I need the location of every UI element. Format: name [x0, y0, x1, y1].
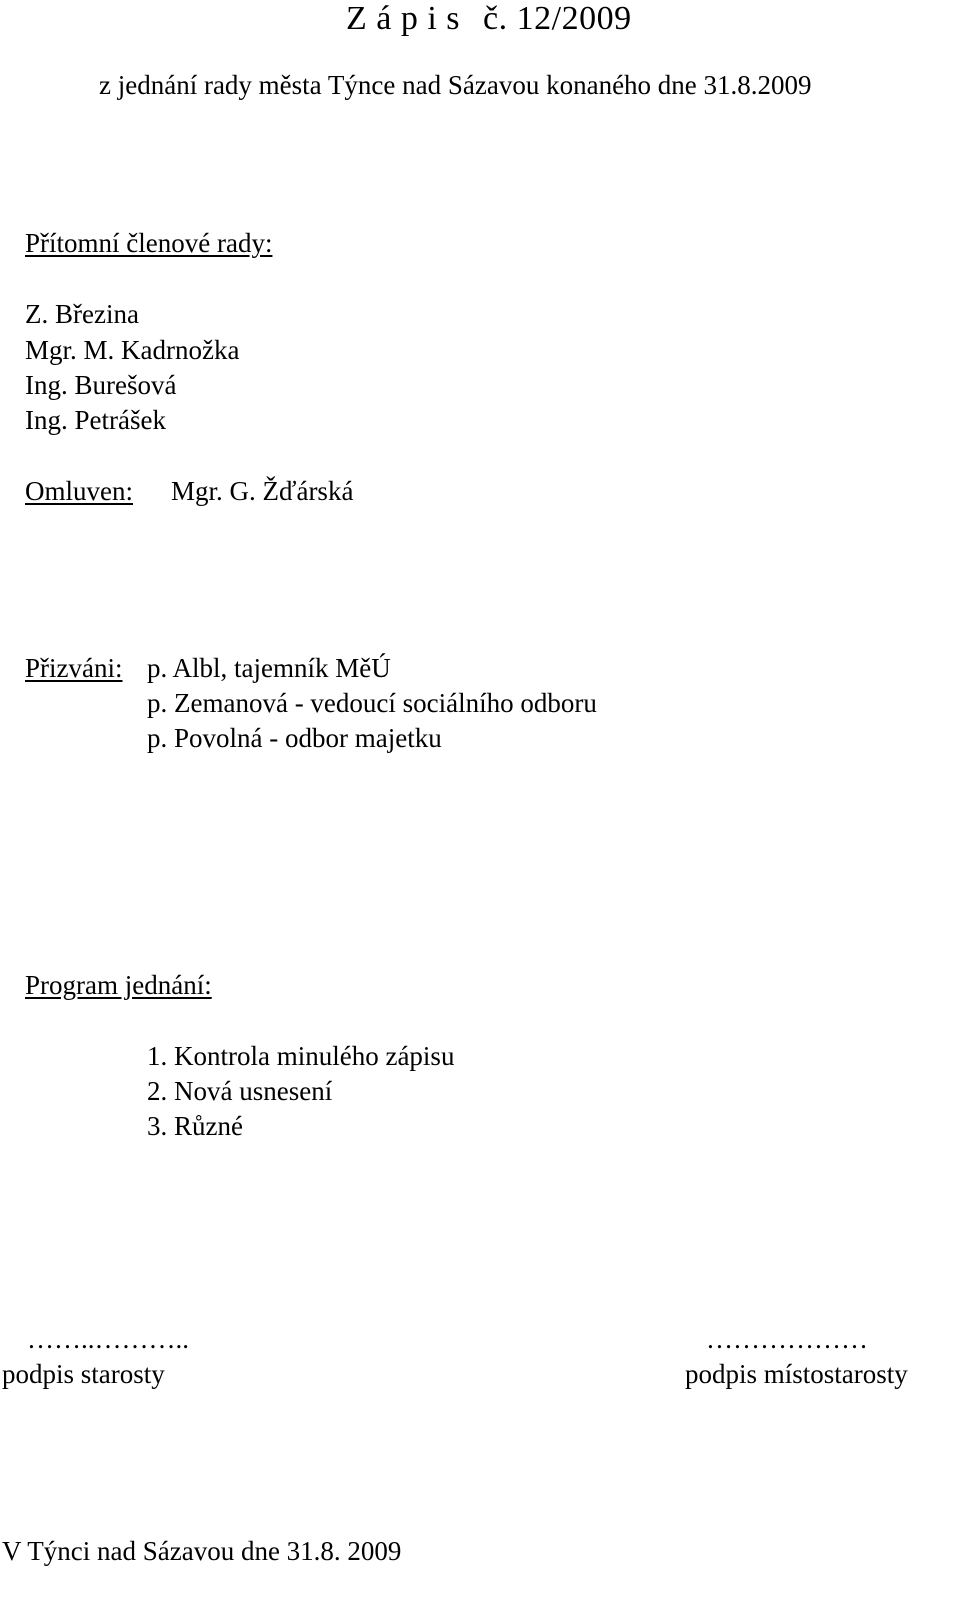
- excused-member: Mgr. G. Žďárská: [171, 476, 354, 506]
- signature-label-deputy: podpis místostarosty: [685, 1359, 908, 1389]
- present-member: Ing. Burešová: [25, 370, 177, 400]
- present-member: Z. Březina: [25, 299, 139, 329]
- document-title: [346, 2, 632, 36]
- signature-line-deputy: ………………: [706, 1324, 868, 1354]
- invited-person: p. Albl, tajemník MěÚ: [147, 653, 391, 683]
- invited-person: p. Zemanová - vedoucí sociálního odboru: [147, 688, 597, 718]
- signature-line-mayor: ……..………..: [27, 1324, 189, 1354]
- agenda-item: 1. Kontrola minulého zápisu: [147, 1041, 455, 1071]
- agenda-item: 2. Nová usnesení: [147, 1076, 333, 1106]
- present-members-label: Přítomní členové rady:: [25, 228, 273, 258]
- invited-label: Přizváni:: [25, 653, 123, 683]
- agenda-label: Program jednání:: [25, 970, 212, 1000]
- place-and-date: V Týnci nad Sázavou dne 31.8. 2009: [2, 1536, 402, 1566]
- signature-label-mayor: podpis starosty: [2, 1359, 165, 1389]
- title-word: Z á p i s: [346, 0, 461, 37]
- title-number: č. 12/2009: [483, 0, 632, 37]
- agenda-item: 3. Různé: [147, 1111, 243, 1141]
- document-subtitle: z jednání rady města Týnce nad Sázavou konaného dne 31.8.2009: [99, 70, 812, 100]
- excused-label: Omluven:: [25, 476, 133, 506]
- invited-person: p. Povolná - odbor majetku: [147, 723, 442, 753]
- present-member: Mgr. M. Kadrnožka: [25, 335, 240, 365]
- present-member: Ing. Petrášek: [25, 405, 166, 435]
